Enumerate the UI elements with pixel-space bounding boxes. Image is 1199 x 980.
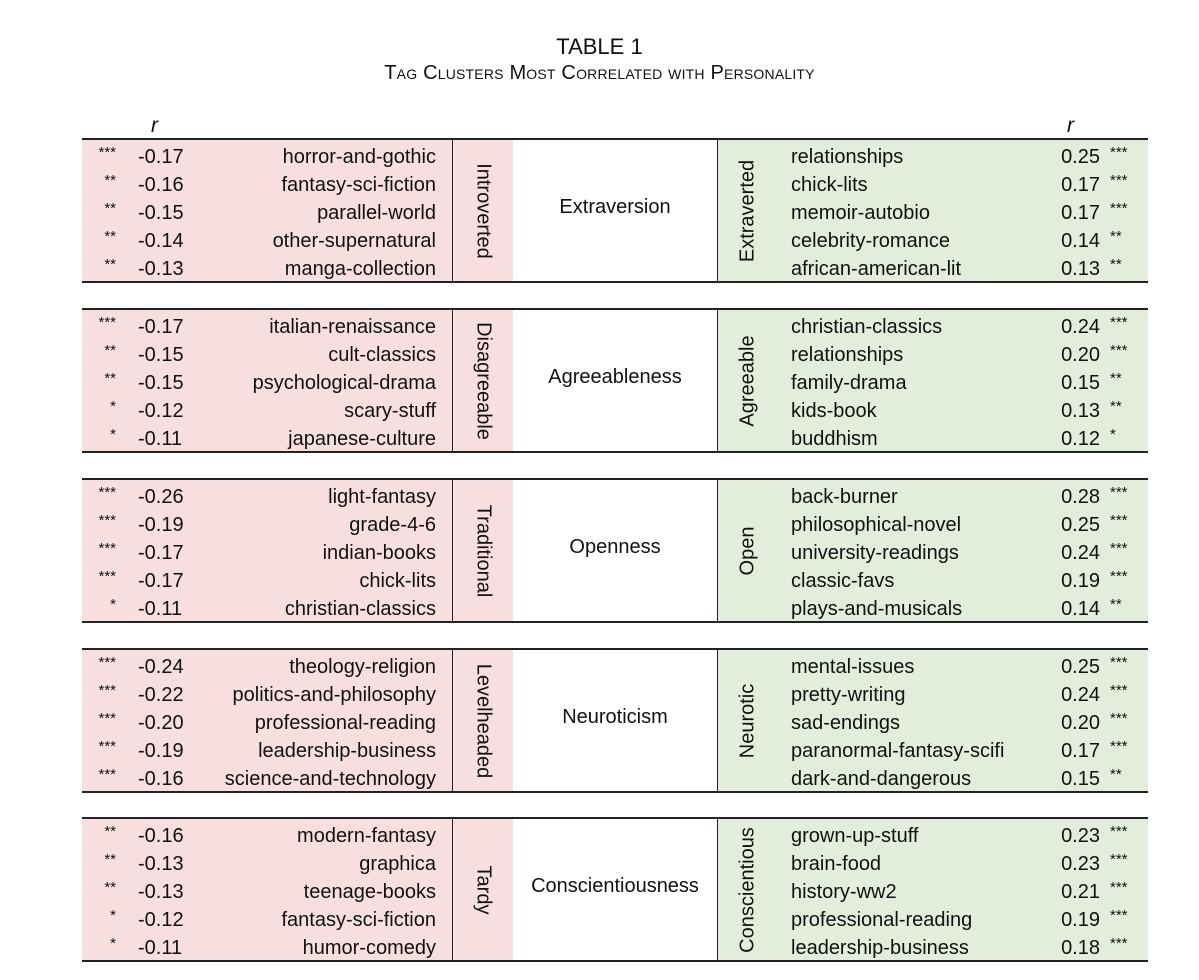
significance-stars: *** [1110, 144, 1128, 161]
tag-name: plays-and-musicals [791, 598, 963, 620]
significance-stars: * [110, 398, 116, 415]
table-row [82, 653, 452, 681]
negative-pole-label: Disagreeable [472, 321, 495, 440]
tag-name: light-fantasy [328, 486, 436, 508]
positive-tags-cell [778, 819, 1148, 960]
negative-tags-cell [82, 140, 452, 281]
significance-stars: ** [104, 342, 116, 359]
table-row [82, 934, 452, 962]
table-row [82, 313, 452, 341]
tag-name: dark-and-dangerous [791, 768, 972, 790]
tag-name: philosophical-novel [791, 514, 962, 536]
correlation-value: 0.13 [1061, 400, 1100, 422]
table-row [778, 765, 1148, 793]
significance-stars: *** [98, 766, 116, 783]
correlation-value: 0.23 [1061, 825, 1100, 847]
tag-name: paranormal-fantasy-scifi [791, 740, 1005, 762]
significance-stars: *** [1110, 879, 1128, 896]
trait-cell [513, 819, 717, 960]
tag-name: manga-collection [284, 258, 436, 280]
correlation-value: -0.17 [138, 316, 184, 338]
tag-name: theology-religion [289, 656, 436, 678]
correlation-value: -0.11 [138, 428, 183, 450]
table-row [778, 822, 1148, 850]
tag-name: graphica [359, 853, 436, 875]
significance-stars: *** [98, 568, 116, 585]
significance-stars: *** [98, 682, 116, 699]
negative-pole-label-cell [452, 819, 514, 960]
r-column-header-left: r [151, 114, 158, 137]
table-row [778, 567, 1148, 595]
tag-name: kids-book [791, 400, 877, 422]
table-row [778, 878, 1148, 906]
tag-name: teenage-books [303, 881, 436, 903]
tag-name: indian-books [322, 542, 436, 564]
significance-stars: *** [1110, 823, 1128, 840]
significance-stars: *** [98, 512, 116, 529]
negative-pole-label: Introverted [472, 162, 495, 259]
tag-name: brain-food [791, 853, 882, 875]
table-row [82, 850, 452, 878]
significance-stars: ** [104, 228, 116, 245]
significance-stars: *** [1110, 738, 1128, 755]
table-row [82, 255, 452, 283]
correlation-value: -0.13 [138, 853, 184, 875]
table-subtitle: Tag Clusters Most Correlated with Personality [384, 62, 815, 84]
significance-stars: ** [104, 879, 116, 896]
trait-block-extraversion [82, 138, 1148, 283]
table-row [82, 822, 452, 850]
table-row [778, 143, 1148, 171]
significance-stars: ** [1110, 228, 1122, 245]
tag-name: modern-fantasy [297, 825, 436, 847]
correlation-value: -0.11 [138, 598, 183, 620]
table-row [82, 567, 452, 595]
correlation-value: 0.19 [1061, 909, 1100, 931]
correlation-value: 0.23 [1061, 853, 1100, 875]
table-row [778, 397, 1148, 425]
tag-name: classic-favs [791, 570, 895, 592]
positive-tags-cell [778, 480, 1148, 621]
correlation-value: 0.14 [1061, 598, 1100, 620]
trait-cell [513, 310, 717, 451]
negative-pole-label-cell [452, 310, 514, 451]
significance-stars: ** [1110, 256, 1122, 273]
tag-name: chick-lits [359, 570, 436, 592]
correlation-value: -0.14 [138, 230, 184, 252]
table-row [82, 143, 452, 171]
correlation-value: 0.25 [1061, 514, 1100, 536]
negative-tags-cell [82, 819, 452, 960]
trait-block-conscientiousness [82, 817, 1148, 962]
table-row [778, 934, 1148, 962]
significance-stars: *** [1110, 935, 1128, 952]
correlation-value: -0.26 [138, 486, 184, 508]
table-row [82, 483, 452, 511]
tag-name: sad-endings [791, 712, 900, 734]
positive-pole-label: Neurotic [736, 683, 759, 758]
correlation-value: -0.17 [138, 542, 184, 564]
trait-name: Neuroticism [562, 706, 668, 728]
table-row [778, 425, 1148, 453]
table-row [778, 511, 1148, 539]
correlation-value: -0.15 [138, 202, 184, 224]
table-row [82, 171, 452, 199]
correlation-value: 0.17 [1061, 740, 1100, 762]
tag-name: politics-and-philosophy [232, 684, 436, 706]
significance-stars: *** [1110, 512, 1128, 529]
significance-stars: *** [1110, 484, 1128, 501]
table-row [82, 709, 452, 737]
tag-name: relationships [791, 146, 904, 168]
table-row [778, 199, 1148, 227]
positive-tags-cell [778, 310, 1148, 451]
negative-pole-label: Tardy [472, 865, 495, 914]
table-row [778, 737, 1148, 765]
significance-stars: ** [104, 200, 116, 217]
significance-stars: ** [1110, 398, 1122, 415]
negative-pole-label-cell [452, 650, 514, 791]
correlation-value: -0.16 [138, 825, 184, 847]
table-row [778, 595, 1148, 623]
correlation-value: -0.19 [138, 740, 184, 762]
significance-stars: *** [1110, 172, 1128, 189]
correlation-value: 0.20 [1061, 712, 1100, 734]
positive-pole-label-cell [717, 650, 779, 791]
table-row [778, 369, 1148, 397]
positive-pole-label-cell [717, 819, 779, 960]
significance-stars: ** [1110, 766, 1122, 783]
table-row [778, 483, 1148, 511]
significance-stars: *** [98, 144, 116, 161]
table-row [778, 341, 1148, 369]
table-row [82, 681, 452, 709]
table-row [778, 227, 1148, 255]
tag-name: scary-stuff [344, 400, 436, 422]
significance-stars: ** [1110, 370, 1122, 387]
correlation-value: -0.15 [138, 344, 184, 366]
trait-block-neuroticism [82, 648, 1148, 793]
negative-tags-cell [82, 310, 452, 451]
table-row [82, 397, 452, 425]
correlation-value: -0.19 [138, 514, 184, 536]
correlation-value: 0.24 [1061, 684, 1100, 706]
correlation-value: -0.15 [138, 372, 184, 394]
correlation-value: -0.12 [138, 400, 184, 422]
tag-name: relationships [791, 344, 904, 366]
table-row [82, 765, 452, 793]
trait-name: Openness [569, 536, 661, 558]
tag-name: science-and-technology [224, 768, 436, 790]
tag-name: humor-comedy [302, 937, 436, 959]
significance-stars: ** [1110, 596, 1122, 613]
tag-name: grown-up-stuff [791, 825, 919, 847]
correlation-value: 0.24 [1061, 542, 1100, 564]
significance-stars: * [110, 935, 116, 952]
table-row [778, 539, 1148, 567]
tag-name: buddhism [791, 428, 878, 450]
significance-stars: ** [104, 851, 116, 868]
tag-name: memoir-autobio [791, 202, 930, 224]
trait-cell [513, 650, 717, 791]
correlation-value: -0.16 [138, 174, 184, 196]
negative-pole-label: Traditional [472, 504, 495, 597]
tag-name: horror-and-gothic [282, 146, 436, 168]
significance-stars: ** [104, 172, 116, 189]
correlation-value: 0.20 [1061, 344, 1100, 366]
correlation-value: -0.17 [138, 146, 184, 168]
significance-stars: *** [1110, 654, 1128, 671]
r-column-header-right: r [1067, 114, 1074, 137]
tag-name: african-american-lit [791, 258, 962, 280]
table-row [82, 227, 452, 255]
table-row [82, 369, 452, 397]
table-row [82, 539, 452, 567]
table-row [82, 199, 452, 227]
positive-pole-label: Agreeable [736, 334, 759, 427]
correlation-value: 0.15 [1061, 372, 1100, 394]
tag-name: back-burner [791, 486, 898, 508]
tag-name: italian-renaissance [269, 316, 436, 338]
negative-pole-label-cell [452, 140, 514, 281]
correlation-value: -0.13 [138, 881, 184, 903]
trait-cell [513, 140, 717, 281]
correlation-value: 0.17 [1061, 202, 1100, 224]
significance-stars: *** [98, 540, 116, 557]
tag-name: university-readings [791, 542, 959, 564]
table-title: TABLE 1 [556, 34, 643, 59]
correlation-value: 0.17 [1061, 174, 1100, 196]
table-row [778, 255, 1148, 283]
significance-stars: *** [1110, 200, 1128, 217]
significance-stars: *** [1110, 342, 1128, 359]
trait-name: Agreeableness [548, 366, 682, 388]
significance-stars: * [110, 596, 116, 613]
table-row [82, 595, 452, 623]
significance-stars: *** [98, 484, 116, 501]
correlation-value: 0.21 [1061, 881, 1100, 903]
correlation-value: 0.19 [1061, 570, 1100, 592]
significance-stars: * [110, 907, 116, 924]
significance-stars: *** [98, 654, 116, 671]
significance-stars: *** [1110, 851, 1128, 868]
significance-stars: ** [104, 256, 116, 273]
correlation-value: 0.18 [1061, 937, 1100, 959]
significance-stars: *** [1110, 540, 1128, 557]
correlation-value: 0.28 [1061, 486, 1100, 508]
table-row [778, 906, 1148, 934]
significance-stars: *** [1110, 682, 1128, 699]
correlation-value: -0.22 [138, 684, 184, 706]
tag-name: leadership-business [791, 937, 969, 959]
correlation-value: 0.25 [1061, 656, 1100, 678]
correlation-value: 0.13 [1061, 258, 1100, 280]
significance-stars: ** [104, 370, 116, 387]
table-row [778, 313, 1148, 341]
table-row [778, 653, 1148, 681]
table-row [778, 681, 1148, 709]
table-row [82, 906, 452, 934]
table-row [82, 425, 452, 453]
significance-stars: *** [98, 710, 116, 727]
negative-tags-cell [82, 480, 452, 621]
correlation-value: 0.14 [1061, 230, 1100, 252]
correlation-value: 0.24 [1061, 316, 1100, 338]
significance-stars: *** [1110, 710, 1128, 727]
significance-stars: ** [104, 823, 116, 840]
tag-name: pretty-writing [791, 684, 906, 706]
tag-name: professional-reading [254, 712, 436, 734]
trait-name: Extraversion [559, 196, 671, 218]
tag-name: fantasy-sci-fiction [281, 909, 436, 931]
table-row [82, 737, 452, 765]
table-row [82, 341, 452, 369]
correlation-value: -0.13 [138, 258, 184, 280]
positive-pole-label-cell [717, 480, 779, 621]
positive-pole-label: Extraverted [736, 159, 759, 262]
table-row [778, 850, 1148, 878]
tag-name: cult-classics [328, 344, 436, 366]
positive-pole-label: Open [736, 526, 759, 575]
negative-pole-label: Levelheaded [472, 663, 495, 778]
tag-name: christian-classics [284, 598, 436, 620]
significance-stars: * [1110, 426, 1116, 443]
table-row [778, 709, 1148, 737]
trait-cell [513, 480, 717, 621]
positive-pole-label-cell [717, 140, 779, 281]
positive-tags-cell [778, 140, 1148, 281]
tag-name: psychological-drama [252, 372, 436, 394]
trait-block-openness [82, 478, 1148, 623]
correlation-value: -0.11 [138, 937, 183, 959]
significance-stars: *** [1110, 314, 1128, 331]
correlation-value: 0.25 [1061, 146, 1100, 168]
tag-name: grade-4-6 [349, 514, 436, 536]
correlation-value: 0.15 [1061, 768, 1100, 790]
positive-pole-label: Conscientious [736, 826, 759, 953]
tag-name: mental-issues [791, 656, 915, 678]
tag-name: japanese-culture [288, 428, 436, 450]
positive-pole-label-cell [717, 310, 779, 451]
tag-name: professional-reading [791, 909, 973, 931]
negative-tags-cell [82, 650, 452, 791]
significance-stars: *** [98, 314, 116, 331]
tag-name: family-drama [791, 372, 907, 394]
correlation-value: 0.12 [1061, 428, 1100, 450]
table-row [778, 171, 1148, 199]
significance-stars: *** [1110, 568, 1128, 585]
tag-name: leadership-business [258, 740, 436, 762]
correlation-value: -0.20 [138, 712, 184, 734]
correlation-value: -0.16 [138, 768, 184, 790]
tag-name: celebrity-romance [791, 230, 950, 252]
tag-name: christian-classics [791, 316, 943, 338]
negative-pole-label-cell [452, 480, 514, 621]
tag-name: chick-lits [791, 174, 868, 196]
correlation-value: -0.12 [138, 909, 184, 931]
significance-stars: *** [98, 738, 116, 755]
table-row [82, 878, 452, 906]
trait-block-agreeableness [82, 308, 1148, 453]
trait-name: Conscientiousness [531, 875, 699, 897]
significance-stars: * [110, 426, 116, 443]
significance-stars: *** [1110, 907, 1128, 924]
tag-name: history-ww2 [791, 881, 897, 903]
tag-name: other-supernatural [272, 230, 436, 252]
tag-name: fantasy-sci-fiction [281, 174, 436, 196]
correlation-value: -0.24 [138, 656, 184, 678]
positive-tags-cell [778, 650, 1148, 791]
tag-name: parallel-world [317, 202, 436, 224]
table-row [82, 511, 452, 539]
correlation-value: -0.17 [138, 570, 184, 592]
